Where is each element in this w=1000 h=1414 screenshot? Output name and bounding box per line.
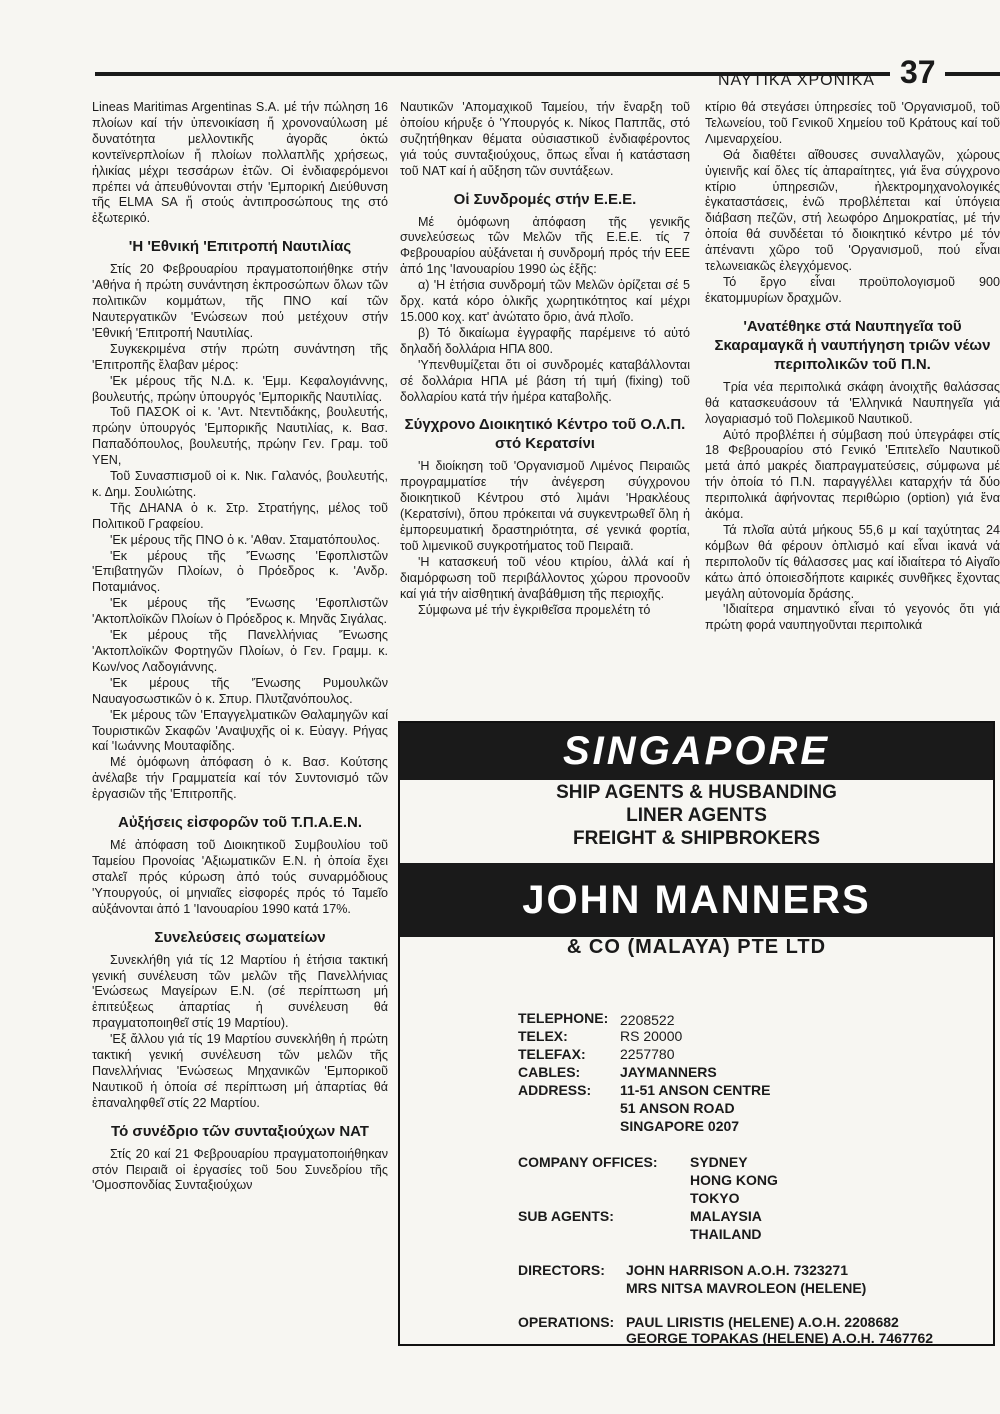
paragraph: Τῆς ΔΗΑΝΑ ὁ κ. Στρ. Στρατήγης, μέλος τοῦ Πολιτικοῦ Γραφείου. — [92, 500, 388, 531]
operations-contact: PAUL LIRISTIS (HELENE) A.O.H. 2208682 — [626, 1314, 899, 1330]
address-line: SINGAPORE 0207 — [620, 1118, 740, 1134]
paragraph: Συγκεκριμένα στήν πρώτη συνάντηση τῆς 'Επιτροπῆς ἔλαβαν μέρος: — [92, 341, 388, 372]
address-line: 51 ANSON ROAD — [620, 1100, 735, 1116]
ad-title-band — [400, 723, 993, 780]
sub-agent: THAILAND — [690, 1226, 762, 1242]
telephone-label: TELEPHONE: — [518, 1010, 609, 1026]
column-3 — [705, 100, 1000, 710]
telefax-label: TELEFAX: — [518, 1046, 586, 1062]
ad-service: LINER AGENTS — [626, 805, 767, 826]
operations-label: OPERATIONS: — [518, 1314, 615, 1330]
paragraph: 'Εκ μέρους τῆς ΠΝΟ ὁ κ. 'Αθαν. Σταματόπουλος. — [110, 532, 380, 547]
advertisement — [398, 721, 995, 1346]
paragraph: 'Ιδιαίτερα σημαντικό εἶναι τό γεγονός ὅτι γιά πρώτη φορά ναυπηγοῦνται περιπολικά — [705, 602, 1000, 633]
ad-service: SHIP AGENTS & HUSBANDING — [556, 782, 837, 803]
directors-label: DIRECTORS: — [518, 1262, 605, 1278]
paragraph: 'Η κατασκευή τοῦ νέου κτιρίου, ἀλλά καί ἡ διαμόρφωση τοῦ περιβάλλοντος χώρου προνοοῦν καί γιά τήν αἰσθητική ἀναβάθμιση τῆς περιοχῆς. — [400, 554, 690, 601]
sub-agent: MALAYSIA — [690, 1208, 762, 1224]
paragraph: Τοῦ Συνασπισμοῦ οἱ κ. Νικ. Γαλανός, βουλευτής, κ. Δημ. Σουλιώτης. — [92, 469, 388, 499]
heading-patrol-ships: 'Ανατέθηκε στά Ναυπηγεῖα τοῦ Σκαραμαγκᾶ ἡ ναυπήγηση τριῶν νέων περιπολικῶν τοῦ Π.Ν. — [714, 317, 991, 373]
ad-company-band — [400, 863, 993, 937]
paragraph: β) Τό δικαίωμα ἐγγραφῆς παρέμεινε τό αὐτό δηλαδή δολλάρια ΗΠΑ 800. — [400, 325, 690, 356]
telephone-value: 2208522 — [620, 1012, 675, 1028]
paragraph: Ναυτικῶν 'Απομαχικοῦ Ταμείου, τήν ἔναρξη τοῦ ὁποίου κήρυξε ὁ 'Υπουργός κ. Νίκος Παππᾶς, στό συζητήθηκαν θέματα οὐσιαστικοῦ ἐνδιαφέροντος γιά τούς συνταξιούχους, ὅπως εἶναι ἡ κατάσταση τοῦ ΝΑΤ καί ἡ αὔξηση τῶν συντάξεων. — [400, 100, 690, 178]
paragraph: 'Εκ μέρους τῆς 'Ένωσης Ρυμουλκῶν Ναυαγοσωστικῶν ὁ κ. Σπυρ. Πλυτζανόπουλος. — [92, 675, 388, 706]
paragraph: Τό ἔργο εἶναι προϋπολογισμοῦ 900 ἑκατομμυρίων δραχμῶν. — [705, 274, 1000, 305]
running-title: ΝΑΥΤΙΚΑ ΧΡΟΝΙΚΑ — [718, 72, 875, 89]
paragraph: Στίς 20 Φεβρουαρίου πραγματοποιήθηκε στήν 'Αθήνα ἡ πρώτη συνάντηση ἐκπροσώπων ὅλων τῶν πολιτικῶν κομμάτων, τῆς ΠΝΟ καί τῶν Ναυτεργατικῶν 'Ενώσεων πού μετέχουν στήν 'Εθνική 'Επιτροπή Ναυτιλίας. — [92, 262, 388, 340]
telex-value: RS 20000 — [620, 1028, 683, 1044]
paragraph: 'Εκ μέρους τῆς 'Ένωσης 'Εφοπλιστῶν 'Επιβατηγῶν Πλοίων, ὁ Πρόεδρος κ. 'Ανδρ. Ποταμιάνος. — [92, 548, 388, 595]
heading-subscriptions: Οἱ Συνδρομές στήν Ε.Ε.Ε. — [453, 190, 637, 208]
header-rule-right — [945, 72, 1000, 76]
ad-company-name: JOHN MANNERS — [522, 878, 871, 922]
paragraph: 'Εκ μέρους τῆς 'Ένωσης 'Εφοπλιστῶν 'Ακτοπλοϊκῶν Πλοίων ὁ Πρόεδρος κ. Μηνᾶς Σιγάλας. — [92, 596, 388, 627]
telefax-value: 2257780 — [620, 1046, 675, 1062]
office: SYDNEY — [690, 1154, 748, 1170]
paragraph: Θά διαθέτει αἴθουσες συναλλαγῶν, χώρους ὑγιεινῆς καί ὅλες τίς ἀπαραίτητες, γιά ἕνα σύγχρονο κτίριο ὑπηρεσιῶν, ἠλεκτρομηχανολογικές ἐγκαταστάσεις, ἐνῶ προβλέπεται καί ὑπόγεια διάβαση πεζῶν, στή λεωφόρο Δημοκρατίας, μέ τήν ὁποία θά συνδέεται τό διοικητικό κέντρο μέ τόν ἀπέναντι χῶρο τοῦ 'Οργανισμοῦ, πού εἶναι τελωνειακῶς ἐλεγχόμενος. — [705, 147, 1000, 274]
paragraph: κτίριο θά στεγάσει ὑπηρεσίες τοῦ 'Οργανισμοῦ, τοῦ Τελωνείου, τοῦ Γενικοῦ Χημείου τοῦ Κράτους καί τοῦ Λιμεναρχείου. — [705, 100, 1000, 146]
address-line: 11-51 ANSON CENTRE — [620, 1082, 771, 1098]
paragraph: Μέ ὁμόφωνη ἀπόφαση ὁ κ. Βασ. Κούτσης ἀνέλαβε τήν Γραμματεία καί τόν Συντονισμό τῶν ἐργασιῶν τῆς 'Επιτροπῆς. — [92, 755, 388, 802]
heading-admin-center: Σύγχρονο Διοικητικό Κέντρο τοῦ Ο.Λ.Π. στό Κερατσίνι — [404, 416, 686, 453]
paragraph: 'Εκ μέρους τῶν 'Επαγγελματικῶν Θαλαμηγῶν καί Τουριστικῶν Σκαφῶν 'Αναψυχῆς οἱ κ. Εὐαγγ. Ρήγας καί 'Ιωάννης Μουταφίδης. — [92, 707, 388, 754]
column-2 — [400, 100, 690, 710]
paragraph: Μέ ὁμόφωνη ἀπόφαση τῆς γενικῆς συνελεύσεως τῶν Μελῶν τῆς Ε.Ε.Ε. τίς 7 Φεβρουαρίου αὐξάνεται ἡ συνδρομή πρός τήν ΕΕΕ ἀπό 1ης 'Ιανουαρίου 1990 ὡς ἑξῆς: — [400, 214, 690, 277]
telex-label: TELEX: — [518, 1028, 568, 1044]
paragraph: Τοῦ ΠΑΣΟΚ οἱ κ. 'Αντ. Ντεντιδάκης, βουλευτής, πρώην ὑπουργός 'Εμπορικῆς Ναυτιλίας, κ. Βασ. Παπαδόπουλος, βουλευτής, πρώην Γεν. Γραμ. τοῦ ΥΕΝ, — [92, 405, 388, 468]
office: TOKYO — [690, 1190, 740, 1206]
heading-union-assemblies: Συνελεύσεις σωματείων — [154, 928, 326, 946]
address-label: ADDRESS: — [518, 1082, 592, 1098]
office: HONG KONG — [690, 1172, 778, 1188]
column-1 — [92, 100, 388, 1400]
paragraph: Στίς 20 καί 21 Φεβρουαρίου πραγματοποιήθηκαν στόν Πειραιᾶ οἱ ἐργασίες τοῦ 5ου Συνεδρίου τῆς 'Ομοσπονδίας Συνταξιούχων — [92, 1146, 388, 1193]
ad-service: FREIGHT & SHIPBROKERS — [572, 828, 821, 849]
paragraph: Σύμφωνα μέ τήν ἐγκριθεῖσα προμελέτη τό — [418, 602, 651, 617]
ad-title: SINGAPORE — [562, 729, 831, 773]
director: MRS NITSA MAVROLEON (HELENE) — [626, 1280, 867, 1296]
paragraph: 'Η διοίκηση τοῦ 'Οργανισμοῦ Λιμένος Πειραιῶς προγραμματίσε τήν ἀνέγερση σύγχρονου διοικητικοῦ Κέντρου στό λιμάνι 'Ηρακλέους (Κερατσίνι), ὅπου πρόκειται νά συγκεντρωθεῖ ὅλη ἡ ἐμπορευματική δραστηριότητα, σέ γενικά φορτία, τοῦ λιμενικοῦ συγκροτήματος τοῦ Πειραιᾶ. — [400, 459, 690, 553]
offices-label: COMPANY OFFICES: — [518, 1154, 658, 1170]
heading-national-committee: 'Η 'Εθνική 'Επιτροπή Ναυτιλίας — [128, 238, 352, 256]
paragraph: Αὐτό προβλέπει ἡ σύμβαση πού ὑπεγράφει στίς 18 Φεβρουαρίου στό Γενικό 'Επιτελεῖο Ναυτικοῦ μετά ἀπό μακρές διαπραγματεύσεις, σύμφωνα μέ τήν ὁποία τό Π.Ν. παραγγέλλει καταρχήν τά δύο περιπολικά ἀφήνοντας περιθώριο (option) γιά ἕνα ἀκόμα. — [705, 427, 1000, 522]
ad-company-suffix: & CO (MALAYA) PTE LTD — [566, 936, 827, 958]
paragraph: Συνεκλήθη γιά τίς 12 Μαρτίου ἡ ἐτήσια τακτική γενική συνέλευση τῶν μελῶν τῆς Πανελλήνιας 'Ενώσεως Μαγείρων Ε.Ν. (σέ περίπτωση μή ἐπιτεύξεως ἀπαρτίας ἡ συνέλευση θά πραγματοποιηθεῖ στίς 19 Μαρτίου). — [92, 952, 388, 1031]
heading-contributions: Αὐξήσεις εἰσφορῶν τοῦ Τ.Π.Α.Ε.Ν. — [117, 814, 362, 832]
paragraph: Lineas Maritimas Argentinas S.A. μέ τήν πώληση 16 πλοίων καί τήν ὑπενοικίαση ἤ χρονοναύλωση μέ δυνατότητα μελλοντικῆς ἀγορᾶς ὀκτώ κοντεϊνερπλοίων ἤ πλοίων πολλαπλῆς χρήσεως, ἡλικίας μέχρι τεσσάρων ἐτῶν. Οἱ ἐνδιαφερόμενοι πρέπει νά ἀπευθύνονται στήν 'Εμπορική Διεύθυνση τῆς ELMA SA ἤ στούς ἀντιπροσώπους της στό ἐξωτερικό. — [92, 100, 388, 226]
ad-services — [400, 781, 993, 850]
page-number: 37 — [900, 54, 936, 90]
paragraph: 'Εκ μέρους τῆς Πανελλήνιας 'Ένωσης 'Ακτοπλοϊκῶν Φορτηγῶν Πλοίων, ὁ Γεν. Γραμμ. κ. Κων/νος Λαδογιάννης. — [92, 628, 388, 674]
cables-label: CABLES: — [518, 1064, 581, 1080]
paragraph: α) 'Η ἐτήσια συνδρομή τῶν Μελῶν ὁρίζεται σέ 5 δρχ. κατά κόρο ὁλικῆς χωρητικότητος καί μέχρι 15.000 κοχ. κατ' ἀνώτατο ὅριο, ἀνά πλοῖο. — [400, 278, 690, 324]
paragraph: Τά πλοῖα αὐτά μήκους 55,6 μ καί ταχύτητας 24 κόμβων θά φέρουν ὁπλισμό καί εἶναι ἱκανά νά περιπολοῦν τίς θάλασσες μας καί ἰδιαίτερα τό Αἰγαῖο κάτω ἀπό ὁποιεσδήποτε καιρικές συνθῆκες ἔχοντας μεγάλη αὐτονομία δράσης. — [705, 522, 1000, 601]
paragraph: 'Εκ μέρους τῆς Ν.Δ. κ. 'Εμμ. Κεφαλογιάννης, βουλευτής, πρώην ὑπουργός 'Εμπορικῆς Ναυτιλίας. — [92, 373, 388, 404]
paragraph: Τρία νέα περιπολικά σκάφη ἀνοιχτῆς θαλάσσας θά κατασκευάσουν τά 'Ελληνικά Ναυπηγεῖα γιά λογαριασμό τοῦ Πολεμικοῦ Ναυτικοῦ. — [705, 379, 1000, 426]
sub-agents-label: SUB AGENTS: — [518, 1208, 614, 1224]
heading-pensioners-congress: Τό συνέδριο τῶν συνταξιούχων ΝΑΤ — [111, 1122, 369, 1140]
paragraph: 'Εξ ἄλλου γιά τίς 19 Μαρτίου συνεκλήθη ἡ πρώτη τακτική γενική συνέλευση τῶν μελῶν τῆς Πανελλήνιας 'Ενώσεως Μηχανικῶν 'Εμπορικοῦ Ναυτικοῦ ἡ ὁποία σέ περίπτωση μή ἀπαρτίας θά ἐπαναληφθεῖ στίς 22 Μαρτίου. — [92, 1032, 388, 1110]
operations-contact: GEORGE TOPAKAS (HELENE) A.O.H. 7467762 — [626, 1330, 934, 1346]
director: JOHN HARRISON A.O.H. 7323271 — [626, 1262, 848, 1278]
paragraph: Μέ ἀπόφαση τοῦ Διοικητικοῦ Συμβουλίου τοῦ Ταμείου Προνοίας 'Αξιωματικῶν Ε.Ν. ἡ ὁποία ἔχει σταλεῖ πρός κύρωση ἀπό τούς συναρμόδιους 'Υπουργούς, οἱ μηνιαῖες εἰσφορές πρός τό Ταμεῖο αὐξάνονται ἀπό 1 'Ιανουαρίου 1990 κατά 17%. — [92, 838, 388, 916]
paragraph: 'Υπενθυμίζεται ὅτι οἱ συνδρομές καταβάλλονται σέ δολλάρια ΗΠΑ μέ βάση τή τιμή (fixing) τοῦ δολλαρίου κατά τήν ἡμέρα καταβολῆς. — [400, 357, 690, 404]
cables-value: JAYMANNERS — [620, 1064, 717, 1080]
